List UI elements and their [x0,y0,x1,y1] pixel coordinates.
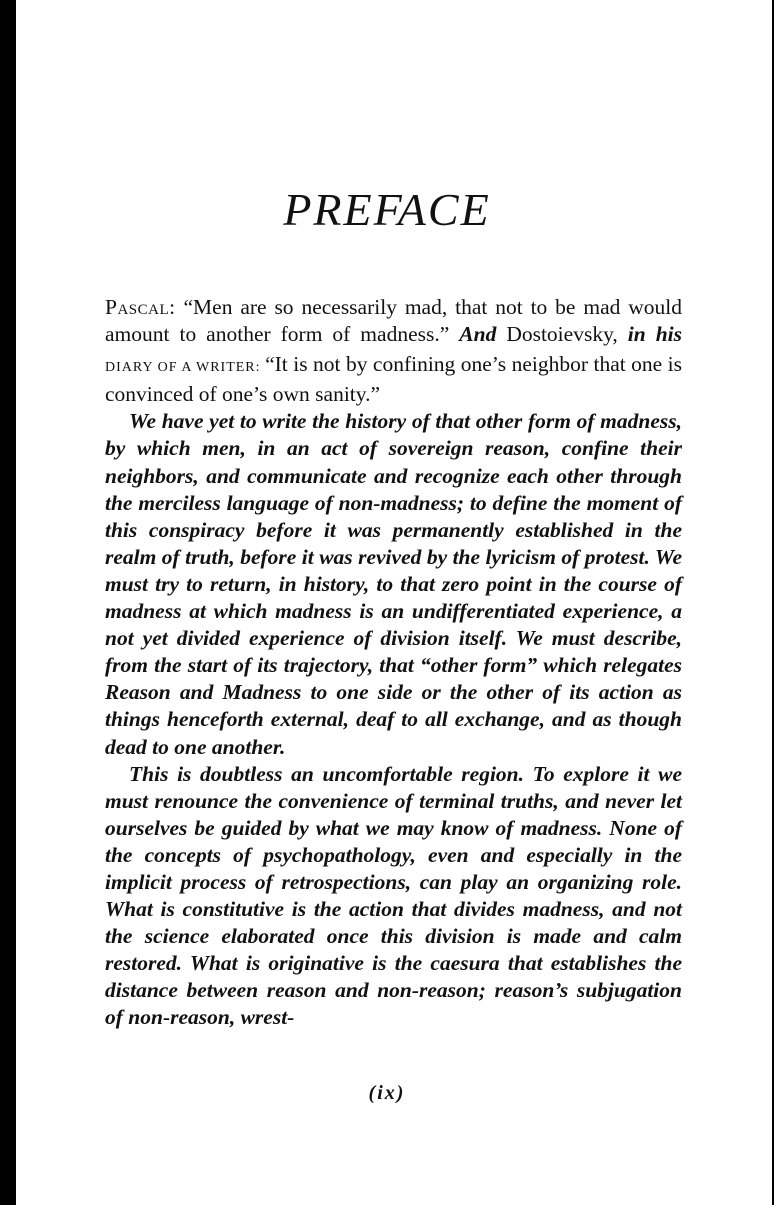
body-paragraph-1: We have yet to write the history of that other form of madness, by which men, in an act of sovereign reason, confine their neighbors, and communicate and recognize each other through the merciless language of non-madness; to define the moment of this conspiracy before it was permanently established in the realm of truth, before it was revived by the lyricism of protest. We must try to return, in history, to that zero point in the course of madness at which madness is an undifferentiated experience, a not yet divided experience of division itself. We must describe, from the start of its trajectory, that “other form” which relegates Reason and Madness to one side or the other of its action as things henceforth external, deaf to all exchange, and as though dead to one another. [105,409,682,759]
page-number: (ix) [368,1082,406,1104]
epigraph-speaker: Pascal: [105,295,176,319]
page-title: PREFACE [283,184,491,235]
scan-edge-left [0,0,16,1205]
epigraph-work-title: DIARY OF A WRITER: [105,360,266,376]
body-paragraph-2: This is doubtless an uncomfortable region. To explore it we must renounce the convenience of terminal truths, and never let ourselves be guided by what we may know of madness. None of the concepts of psychopathology, even and especially in the implicit process of retrospections, can play an organizing role. What is constitutive is the action that divides madness, and not the science elaborated once this division is made and calm restored. What is originative is the caesura that establishes the distance between reason and non-reason; reason’s subjugation of non-reason, wrest- [105,761,682,1030]
epigraph-and: And [459,322,497,347]
epigraph-quote-1: “Men are so necessarily mad, that not to be mad would amount to another form of madness.” [105,295,682,347]
epigraph-author: Dostoievsky, [496,322,628,347]
epigraph-in-his: in his [627,322,682,347]
epigraph-quote-2: “It is not by confining one’s neighbor that one is convinced of one’s own sanity.” [105,352,682,407]
page-body [105,294,682,1032]
epigraph-paragraph [105,294,682,408]
